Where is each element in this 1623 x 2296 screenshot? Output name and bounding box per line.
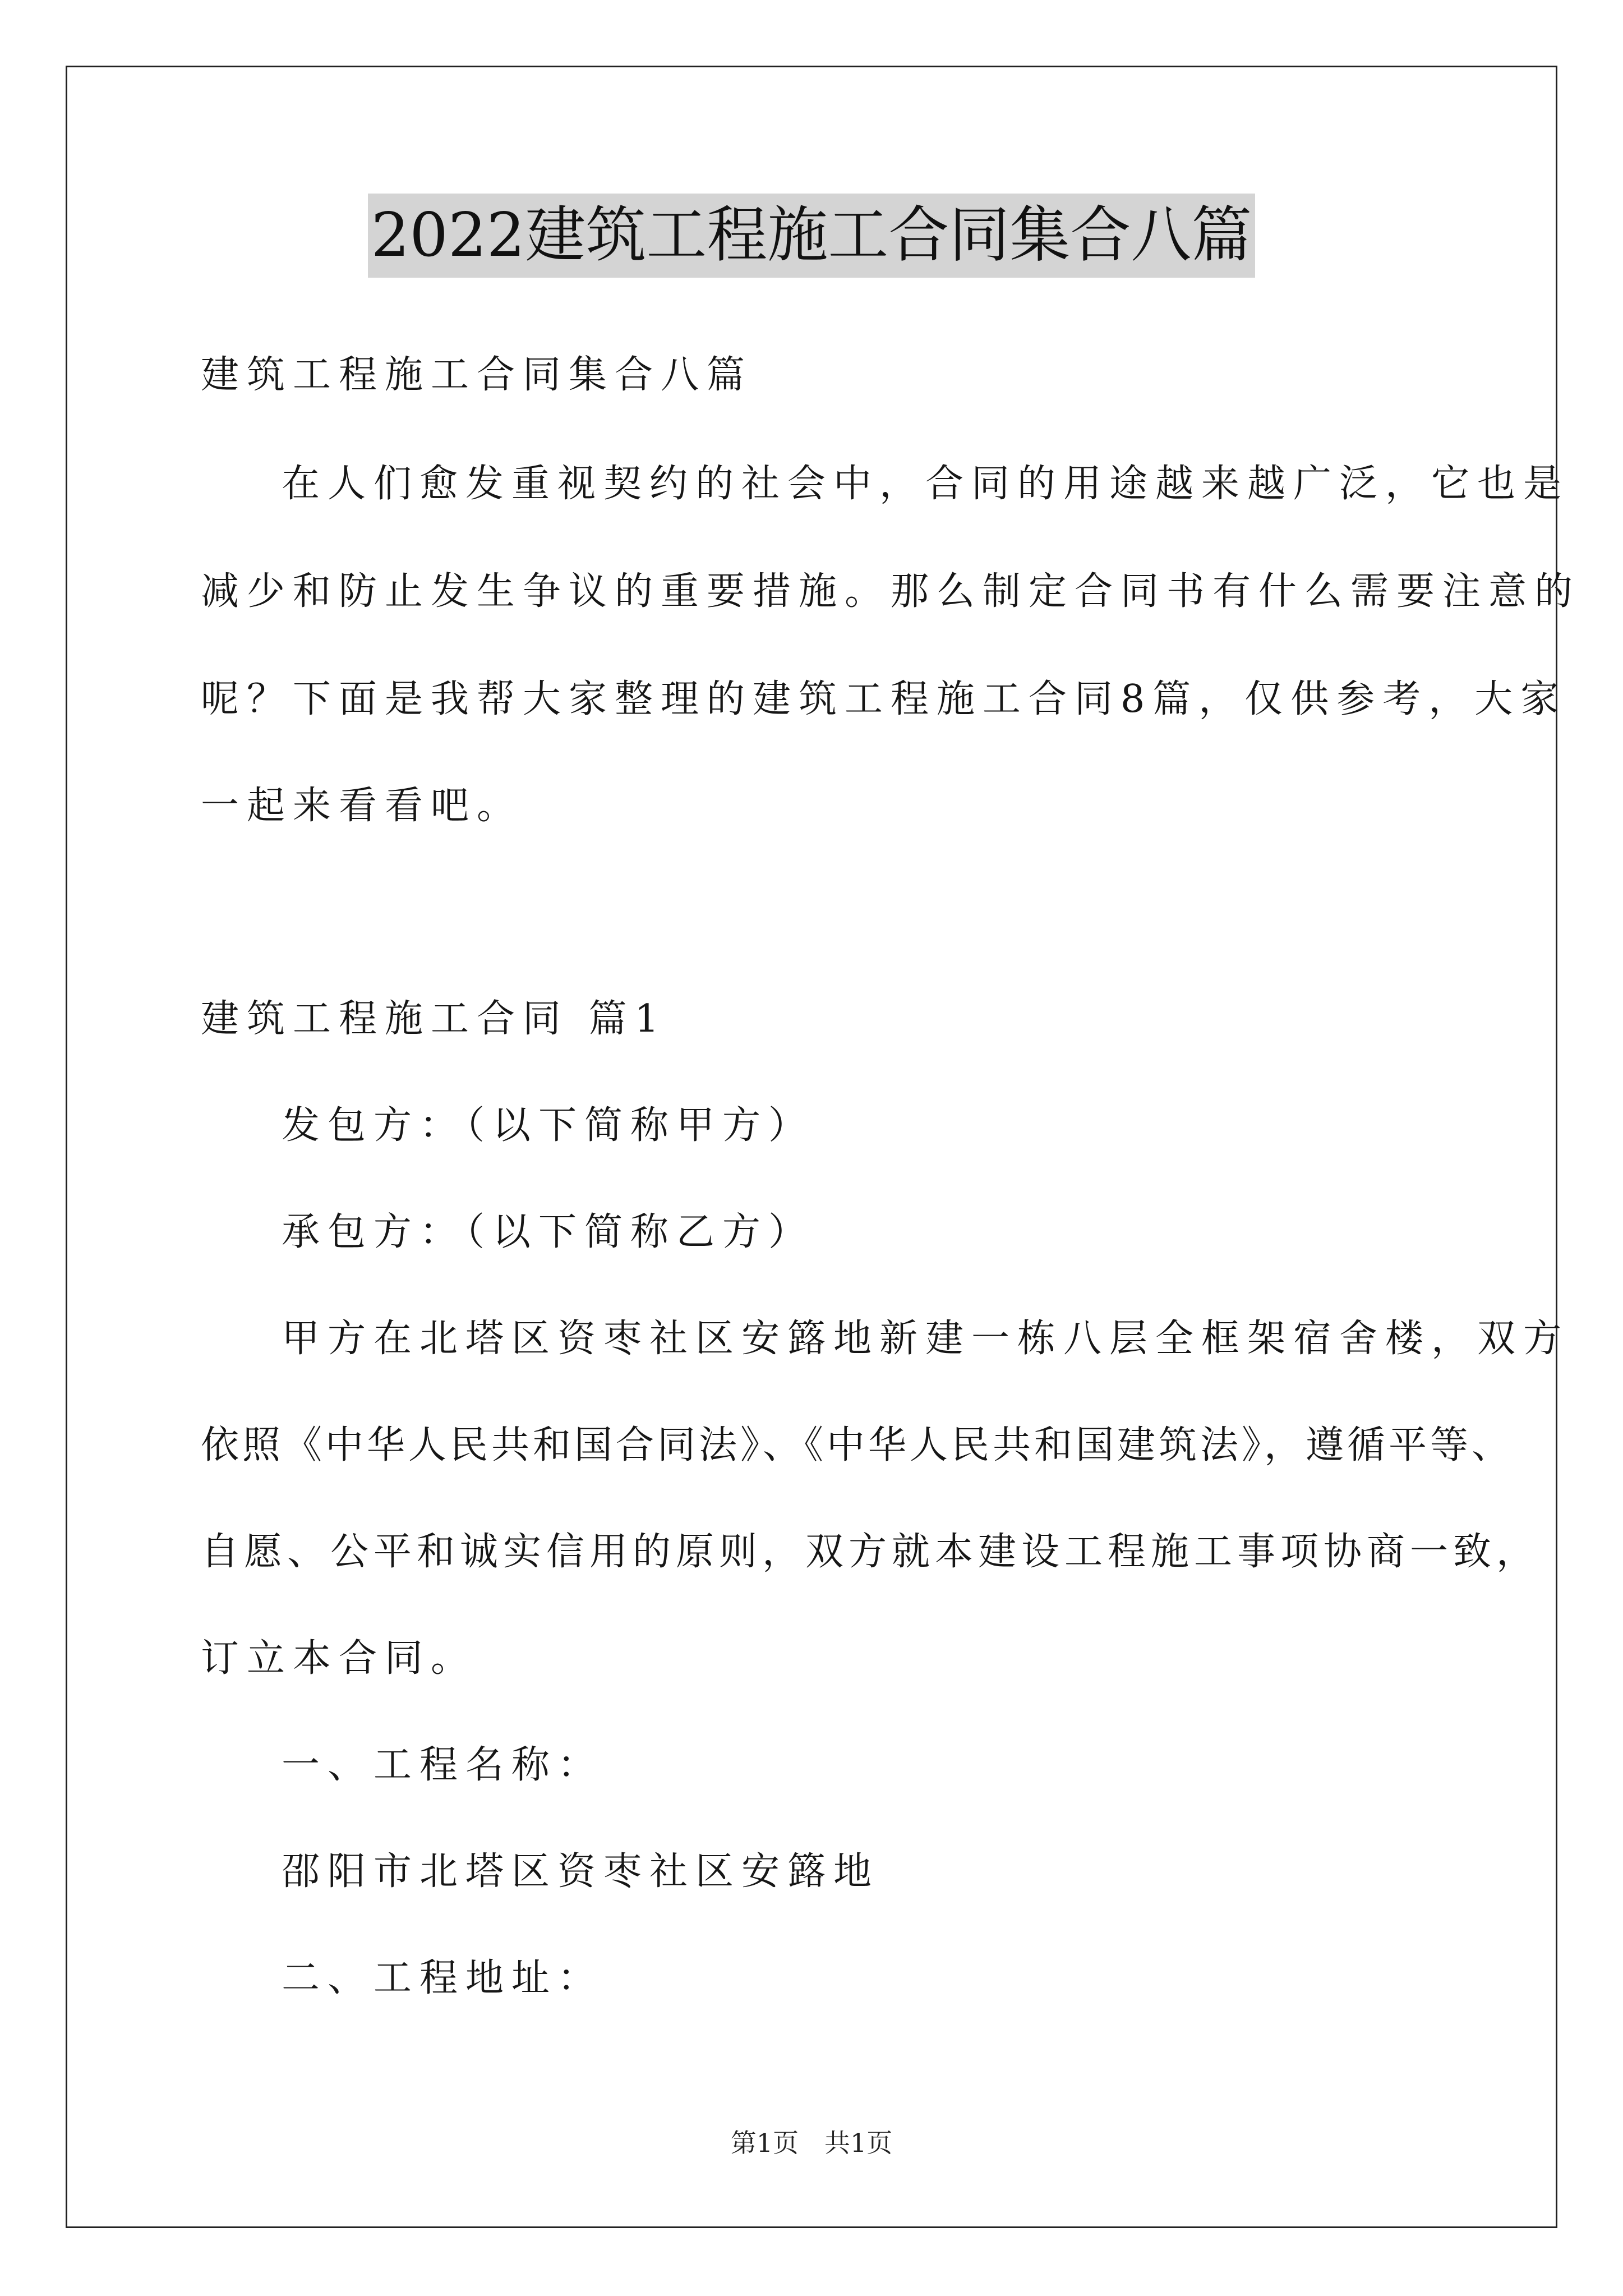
section-heading: 建筑工程施工合同 篇1 — [201, 997, 667, 1041]
agreement-line-3: 自愿、公平和诚实信用的原则，双方就本建设工程施工事项协商一致， — [201, 1530, 1540, 1574]
item-2-heading: 二、工程地址： — [282, 1956, 604, 2000]
title-container — [0, 194, 1623, 278]
agreement-line-4: 订立本合同。 — [201, 1636, 477, 1681]
party-a-line: 发包方：（以下简称甲方） — [282, 1103, 815, 1148]
intro-line-3: 呢？下面是我帮大家整理的建筑工程施工合同8篇，仅供参考，大家 — [201, 677, 1567, 721]
intro-line-1: 在人们愈发重视契约的社会中，合同的用途越来越广泛，它也是 — [282, 462, 1570, 506]
agreement-line-2: 依照《中华人民共和国合同法》、《中华人民共和国建筑法》，遵循平等、 — [201, 1423, 1514, 1467]
party-b-line: 承包方：（以下简称乙方） — [282, 1210, 815, 1254]
item-1-value: 邵阳市北塔区资枣社区安簬地 — [282, 1849, 880, 1894]
item-1-heading: 一、工程名称： — [282, 1743, 604, 1787]
intro-line-4: 一起来看看吧。 — [201, 784, 523, 828]
agreement-line-1: 甲方在北塔区资枣社区安簬地新建一栋八层全框架宿舍楼，双方 — [282, 1317, 1570, 1361]
document-title: 2022建筑工程施工合同集合八篇 — [368, 194, 1256, 278]
intro-line-2: 减少和防止发生争议的重要措施。那么制定合同书有什么需要注意的 — [201, 569, 1581, 614]
document-subtitle: 建筑工程施工合同集合八篇 — [201, 353, 753, 397]
page-footer: 第1页 共1页 — [730, 2128, 893, 2158]
